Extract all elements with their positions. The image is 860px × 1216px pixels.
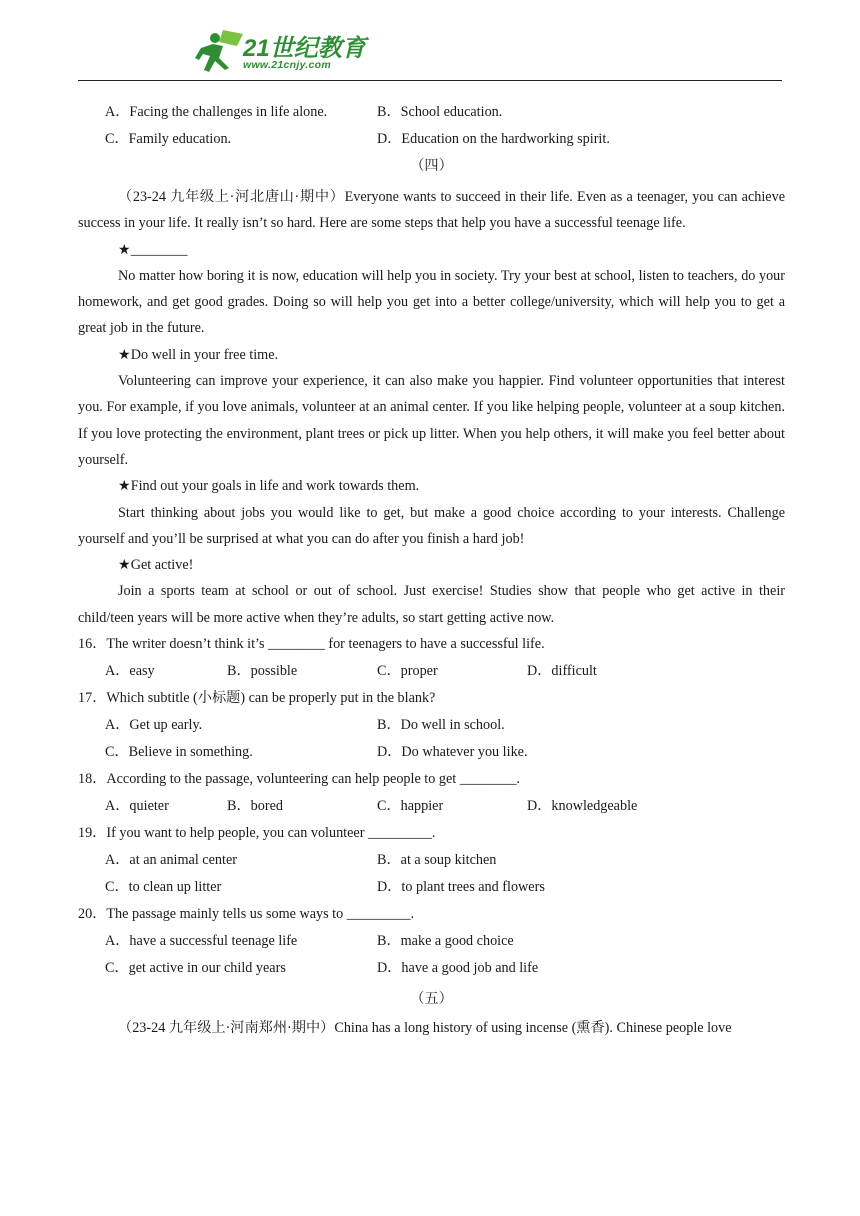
option-b: B．make a good choice xyxy=(377,933,514,950)
logo-brand-text: 21世纪教育 xyxy=(243,35,366,62)
option-d: D．Do whatever you like. xyxy=(377,744,528,761)
option-c: C．Believe in something. xyxy=(105,744,253,761)
option-b: B．School education. xyxy=(377,104,503,120)
document-body xyxy=(78,99,785,1042)
paragraph-2: Volunteering can improve your experience, it can also make you happier. Find volunteer opportunities that interest you. For example, if you love animals, volunteer at an animal center. If you like helping people, volunteer at a soup kitchen. If you love protecting the environment, plant trees or pick up litter. When you help others, it will make you feel better about yourself. xyxy=(78,373,785,468)
option-a: A．quieter xyxy=(105,798,169,815)
source-label: （23-24 九年级上·河南郑州·期中） xyxy=(118,1020,335,1037)
subtitle-blank: ★________ xyxy=(118,241,188,258)
option-d: D．difficult xyxy=(527,663,597,680)
section-number: （四） xyxy=(410,158,453,174)
option-c: C．happier xyxy=(377,798,444,815)
subtitle-2: ★Do well in your free time. xyxy=(118,346,279,363)
option-d: D．knowledgeable xyxy=(527,798,638,815)
paragraph-3: Start thinking about jobs you would like to get, but make a good choice according to your interests. Challenge yourself and you’ll be surprised at what you can do after you finish a hard job! xyxy=(78,504,785,547)
question-stem: 18．According to the passage, volunteering can help people to get ________. xyxy=(78,771,521,788)
option-row xyxy=(78,658,785,685)
intro-text: Everyone wants to succeed in their life. Even as a teenager, you can achieve success in your life. It really isn’t so hard. Here are some steps that help you have a successful teenage life. xyxy=(78,189,785,232)
option-b: B．at a soup kitchen xyxy=(377,852,497,869)
option-a: A．Get up early. xyxy=(105,717,203,734)
question-stem: 17．Which subtitle (小标题) can be properly put in the blank? xyxy=(78,690,436,707)
logo xyxy=(193,28,373,76)
option-a: A．Facing the challenges in life alone. xyxy=(105,104,328,120)
option-d: D．Education on the hardworking spirit. xyxy=(377,131,610,147)
paragraph-1: No matter how boring it is now, education will help you in society. Try your best at school, listen to teachers, do your homework, and get good grades. Doing so will help you get into a better college/university, which will help you to get a great job in the future. xyxy=(78,267,785,337)
logo-url-text: www.21cnjy.com xyxy=(243,59,332,71)
question-stem: 16．The writer doesn’t think it’s ________ for teenagers to have a successful life. xyxy=(78,636,545,653)
option-a: A．at an animal center xyxy=(105,852,237,869)
option-a: A．easy xyxy=(105,663,155,680)
option-b: B．Do well in school. xyxy=(377,717,505,734)
source-label: （23-24 九年级上·河北唐山·期中） xyxy=(118,189,345,205)
option-d: D．have a good job and life xyxy=(377,960,539,977)
intro-text: China has a long history of using incense (熏香). Chinese people love xyxy=(334,1020,732,1037)
section-number: （五） xyxy=(410,991,453,1008)
question-stem: 19．If you want to help people, you can volunteer _________. xyxy=(78,825,436,842)
option-row xyxy=(78,793,785,820)
option-b: B．bored xyxy=(227,798,283,815)
option-row xyxy=(78,874,785,901)
option-row xyxy=(78,739,785,766)
option-c: C．get active in our child years xyxy=(105,960,286,977)
question-stem: 20．The passage mainly tells us some ways to _________. xyxy=(78,906,415,923)
option-row xyxy=(78,847,785,874)
option-row xyxy=(78,712,785,739)
option-row xyxy=(78,99,785,126)
option-row xyxy=(78,955,785,982)
option-row xyxy=(78,126,785,153)
option-b: B．possible xyxy=(227,663,298,680)
subtitle-3: ★Find out your goals in life and work towards them. xyxy=(118,478,420,495)
option-row xyxy=(78,928,785,955)
runner-logo-icon xyxy=(193,28,245,74)
subtitle-4: ★Get active! xyxy=(118,557,194,574)
option-c: C．Family education. xyxy=(105,131,232,147)
option-d: D．to plant trees and flowers xyxy=(377,879,545,896)
option-c: C．proper xyxy=(377,663,438,680)
option-c: C．to clean up litter xyxy=(105,879,222,896)
paragraph-4: Join a sports team at school or out of school. Just exercise! Studies show that people who get active in their child/teen years will be more active when they’re adults, so start getting active now. xyxy=(78,583,785,626)
page-header xyxy=(78,0,782,81)
passage-intro xyxy=(78,1015,785,1042)
passage-intro xyxy=(78,184,785,237)
option-a: A．have a successful teenage life xyxy=(105,933,298,950)
